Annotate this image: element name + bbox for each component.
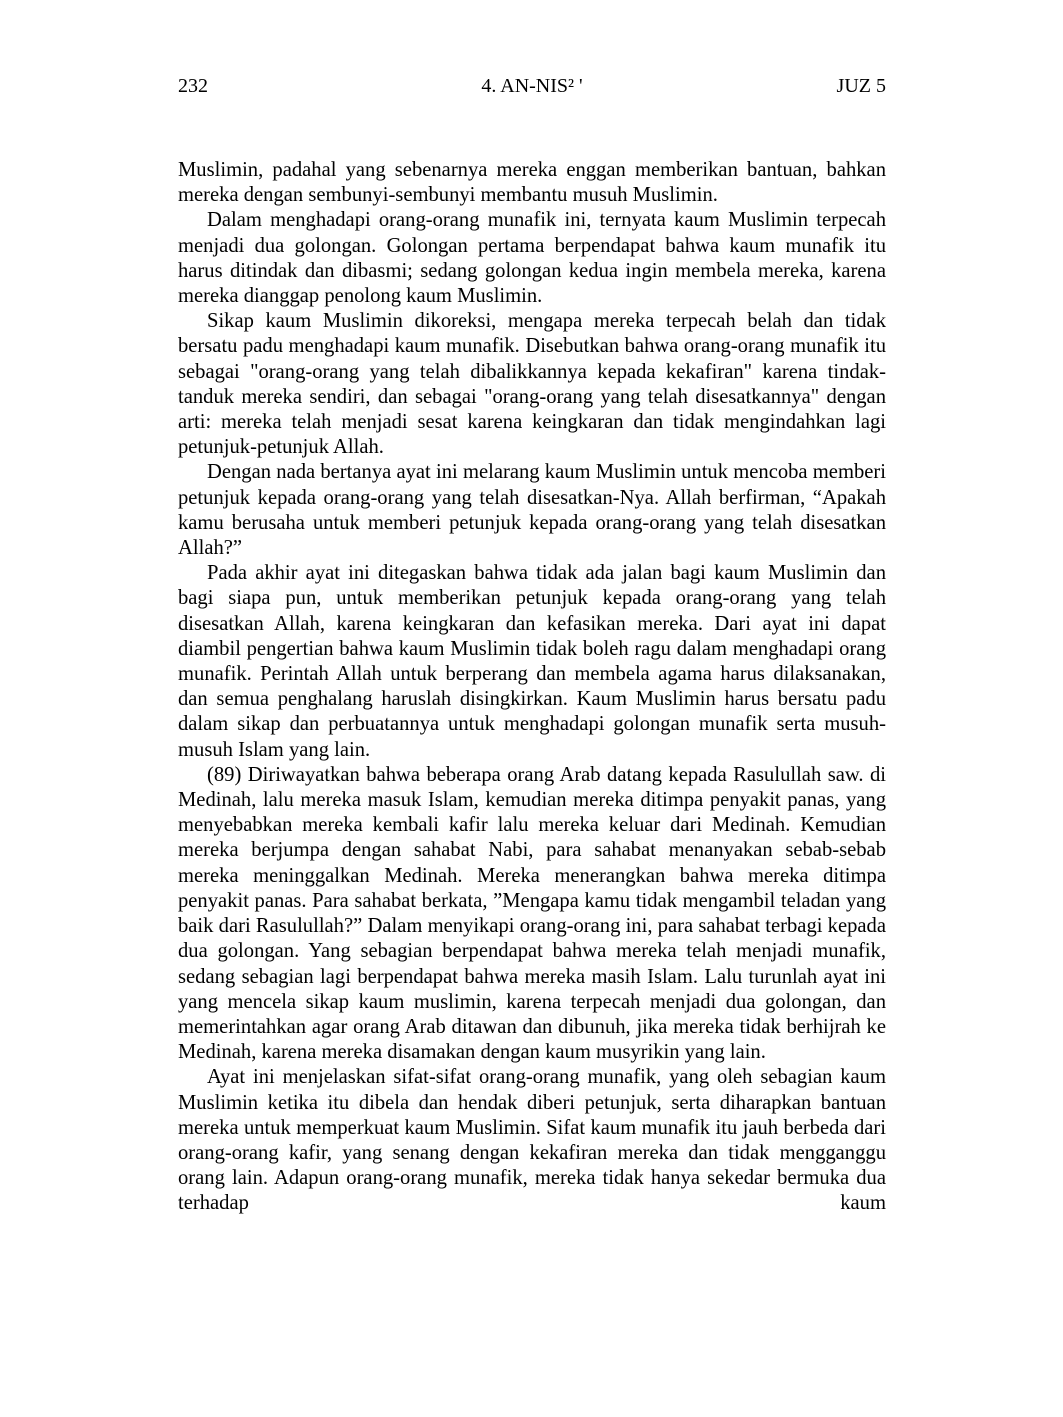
paragraph: Sikap kaum Muslimin dikoreksi, mengapa mereka terpecah belah dan tidak bersatu padu menghadapi kaum munafik. Disebutkan bahwa orang-orang munafik itu sebagai "orang-orang yang telah dibalikkannya kepada kekafiran" karena tindak-tanduk mereka sendiri, dan sebagai "orang-orang yang telah disesatkannya" dengan arti: mereka telah menjadi sesat karena keingkaran dan tidak mengindahkan lagi petunjuk-petunjuk Allah. <box>178 310 886 459</box>
body-text <box>178 158 886 1217</box>
paragraph: Dengan nada bertanya ayat ini melarang kaum Muslimin untuk mencoba memberi petunjuk kepada orang-orang yang telah disesatkan-Nya. Allah berfirman, “Apakah kamu berusaha untuk memberi petunjuk kepada orang-orang yang telah disesatkan Allah?” <box>178 461 886 560</box>
chapter-title: 4. AN-NIS² ' <box>481 75 583 97</box>
paragraph: Muslimin, padahal yang sebenarnya mereka enggan memberikan bantuan, bahkan mereka dengan sembunyi-sembunyi membantu musuh Muslimin. <box>178 159 886 207</box>
paragraph: Pada akhir ayat ini ditegaskan bahwa tidak ada jalan bagi kaum Muslimin dan bagi siapa pun, untuk memberikan petunjuk kepada orang-orang yang telah disesatkan Allah, karena keingkaran dan kefasikan mereka. Dari ayat ini dapat diambil pengertian bahwa kaum Muslimin tidak boleh ragu dalam menghadapi orang munafik. Perintah Allah untuk berperang dan membela agama harus dilaksanakan, dan semua penghalang haruslah disingkirkan. Kaum Muslimin harus bersatu padu dalam sikap dan perbuatannya untuk menghadapi golongan munafik serta musuh-musuh Islam yang lain. <box>178 562 886 761</box>
paragraph: Dalam menghadapi orang-orang munafik ini, ternyata kaum Muslimin terpecah menjadi dua golongan. Golongan pertama berpendapat bahwa kaum munafik itu harus ditindak dan dibasmi; sedang golongan kedua ingin membela mereka, karena mereka dianggap penolong kaum Muslimin. <box>178 209 886 308</box>
page-number: 232 <box>178 75 208 97</box>
page-header <box>178 72 886 100</box>
paragraph: Ayat ini menjelaskan sifat-sifat orang-orang munafik, yang oleh sebagian kaum Muslimin ketika itu dibela dan hendak diberi petunjuk, serta diharapkan bantuan mereka untuk memperkuat kaum Muslimin. Sifat kaum munafik itu jauh berbeda dari orang-orang kafir, yang senang dengan kekafiran mereka dan tidak mengganggu orang lain. Adapun orang-orang munafik, mereka tidak hanya sekedar bermuka dua terhadap kaum <box>178 1066 886 1215</box>
juz-label: JUZ 5 <box>836 75 886 97</box>
paragraph: (89) Diriwayatkan bahwa beberapa orang Arab datang kepada Rasulullah saw. di Medinah, lalu mereka masuk Islam, kemudian mereka ditimpa penyakit panas, yang menyebabkan mereka kembali kafir lalu mereka keluar dari Medinah. Kemudian mereka berjumpa dengan sahabat Nabi, para sahabat menanyakan sebab-sebab mereka meninggalkan Medinah. Mereka menerangkan bahwa mereka ditimpa penyakit panas. Para sahabat berkata, ”Mengapa kamu tidak mengambil teladan yang baik dari Rasulullah?” Dalam menyikapi orang-orang ini, para sahabat terbagi kepada dua golongan. Yang sebagian berpendapat bahwa mereka telah menjadi munafik, sedang sebagian lagi berpendapat bahwa mereka masih Islam. Lalu turunlah ayat ini yang mencela sikap kaum muslimin, karena terpecah menjadi dua golongan, dan memerintahkan agar orang Arab ditawan dan dibunuh, jika mereka tidak berhijrah ke Medinah, karena mereka disamakan dengan kaum musyrikin yang lain. <box>178 763 886 1064</box>
